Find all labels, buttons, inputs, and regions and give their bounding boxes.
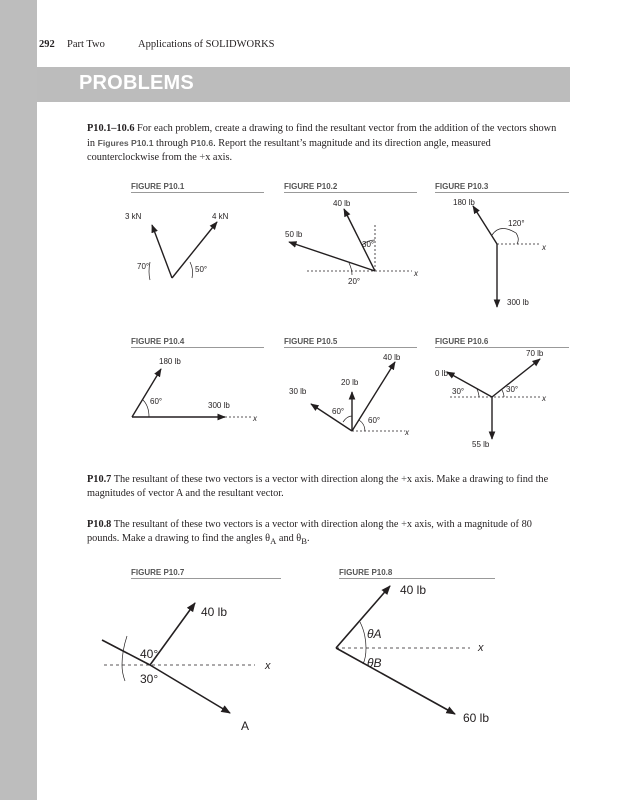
- page-margin-strip: [0, 0, 37, 800]
- figure-caption: FIGURE P10.4: [131, 337, 264, 348]
- axis-label: x: [265, 660, 271, 672]
- problem-10-1-text: P10.1–10.6 For each problem, create a drawing to find the resultant vector from the addition of the vectors shown in Figures P10.1 through P10.6. Report the resultant’s magnitude and its direction angle, measured counterclockwise from the +x axis.: [87, 123, 557, 164]
- angle-arc: [363, 648, 366, 664]
- vector-label: 40 lb: [383, 353, 401, 362]
- vector-arrow: [336, 648, 455, 714]
- angle-label: 60°: [368, 416, 381, 425]
- figure-p10-5: [285, 350, 415, 440]
- angle-label: 120°: [508, 219, 525, 228]
- figure-p10-1: [110, 200, 260, 300]
- angle-arc: [122, 665, 125, 681]
- angle-label: 30°: [506, 385, 519, 394]
- header-section: Applications of SOLIDWORKS: [138, 39, 275, 50]
- vector-label: 50 lb: [285, 230, 303, 239]
- angle-arc: [149, 262, 150, 280]
- vector-label: 30 lb: [289, 387, 307, 396]
- angle-label: 40°: [140, 647, 159, 661]
- vector-label: 300 lb: [507, 298, 529, 307]
- axis-label: x: [542, 394, 546, 403]
- angle-arc: [343, 416, 352, 422]
- axis-label: x: [405, 428, 409, 437]
- vector-label: 40 lb: [400, 583, 427, 597]
- angle-arc: [359, 420, 365, 431]
- figure-p10-6: [430, 345, 570, 455]
- vector-arrow: [150, 665, 230, 713]
- angle-label: θB: [367, 656, 382, 670]
- problem-label: P10.8: [87, 519, 112, 530]
- problem-10-7-text: P10.7 The resultant of these two vectors is a vector with direction along the +x axis. Make a drawing to find the magnitudes of vector A and the resultant vector.: [87, 474, 549, 500]
- vector-arrow: [473, 206, 497, 244]
- axis-label: x: [478, 642, 484, 654]
- figure-caption: FIGURE P10.2: [284, 182, 417, 193]
- axis-label: x: [542, 243, 546, 252]
- angle-arc: [349, 263, 352, 275]
- vector-label: 40 lb: [201, 605, 228, 619]
- figure-p10-3: [440, 195, 570, 315]
- figure-p10-4: [125, 350, 265, 440]
- axis-label: x: [414, 269, 418, 278]
- vector-label: 20 lb: [341, 378, 359, 387]
- page-number: 292: [39, 39, 55, 50]
- angle-label: 30°: [452, 387, 465, 396]
- vector-label: 180 lb: [159, 357, 181, 366]
- angle-label: 30°: [362, 240, 375, 249]
- vector-arrow: [132, 369, 161, 417]
- angle-label: 20°: [348, 277, 361, 286]
- figure-ref: P10.6: [190, 138, 214, 149]
- vector-label: 180 lb: [453, 198, 475, 207]
- problem-label: P10.1–10.6: [87, 123, 135, 134]
- figure-caption: FIGURE P10.6: [435, 337, 569, 348]
- figure-p10-7: [100, 585, 300, 745]
- vector-label: 70 lb: [526, 349, 544, 358]
- header-part: Part Two: [67, 39, 105, 50]
- figure-caption: FIGURE P10.7: [131, 568, 281, 579]
- figure-p10-8: [330, 580, 510, 730]
- figure-caption: FIGURE P10.1: [131, 182, 264, 193]
- angle-label: θA: [367, 627, 382, 641]
- vector-label: 300 lb: [208, 401, 230, 410]
- figure-caption: FIGURE P10.3: [435, 182, 569, 193]
- figure-p10-2: [282, 195, 432, 295]
- vector-label: 55 lb: [472, 440, 490, 449]
- vector-label: 60 lb: [463, 711, 490, 725]
- angle-label: 50°: [195, 265, 208, 274]
- vector-label: 3 kN: [125, 212, 142, 221]
- problem-10-8-text: P10.8 The resultant of these two vectors is a vector with direction along the +x axis, with a magnitude of 80 pounds. Make a drawing to find the angles $\theta_A$ and $\theta_B$.: [87, 519, 532, 547]
- angle-label: 60°: [150, 397, 163, 406]
- vector-label: A: [241, 719, 250, 733]
- problem-label: P10.7: [87, 474, 112, 485]
- vector-label: 40 lb: [333, 199, 351, 208]
- section-title: PROBLEMS: [79, 72, 194, 94]
- angle-label: 30°: [140, 672, 159, 686]
- vector-label: 0 lb: [435, 369, 448, 378]
- vector-label: 4 kN: [212, 212, 229, 221]
- axis-label: x: [253, 414, 257, 423]
- vector-arrow: [336, 586, 390, 648]
- angle-arc: [360, 622, 366, 648]
- figure-caption: FIGURE P10.8: [339, 568, 495, 579]
- vector-arrow: [152, 225, 172, 278]
- angle-label: 60°: [332, 407, 345, 416]
- figure-ref: Figures P10.1: [97, 138, 154, 149]
- angle-arc: [190, 262, 193, 278]
- angle-arc: [502, 390, 504, 397]
- angle-arc: [143, 400, 149, 417]
- angle-label: 70°: [137, 262, 150, 271]
- figure-caption: FIGURE P10.5: [284, 337, 417, 348]
